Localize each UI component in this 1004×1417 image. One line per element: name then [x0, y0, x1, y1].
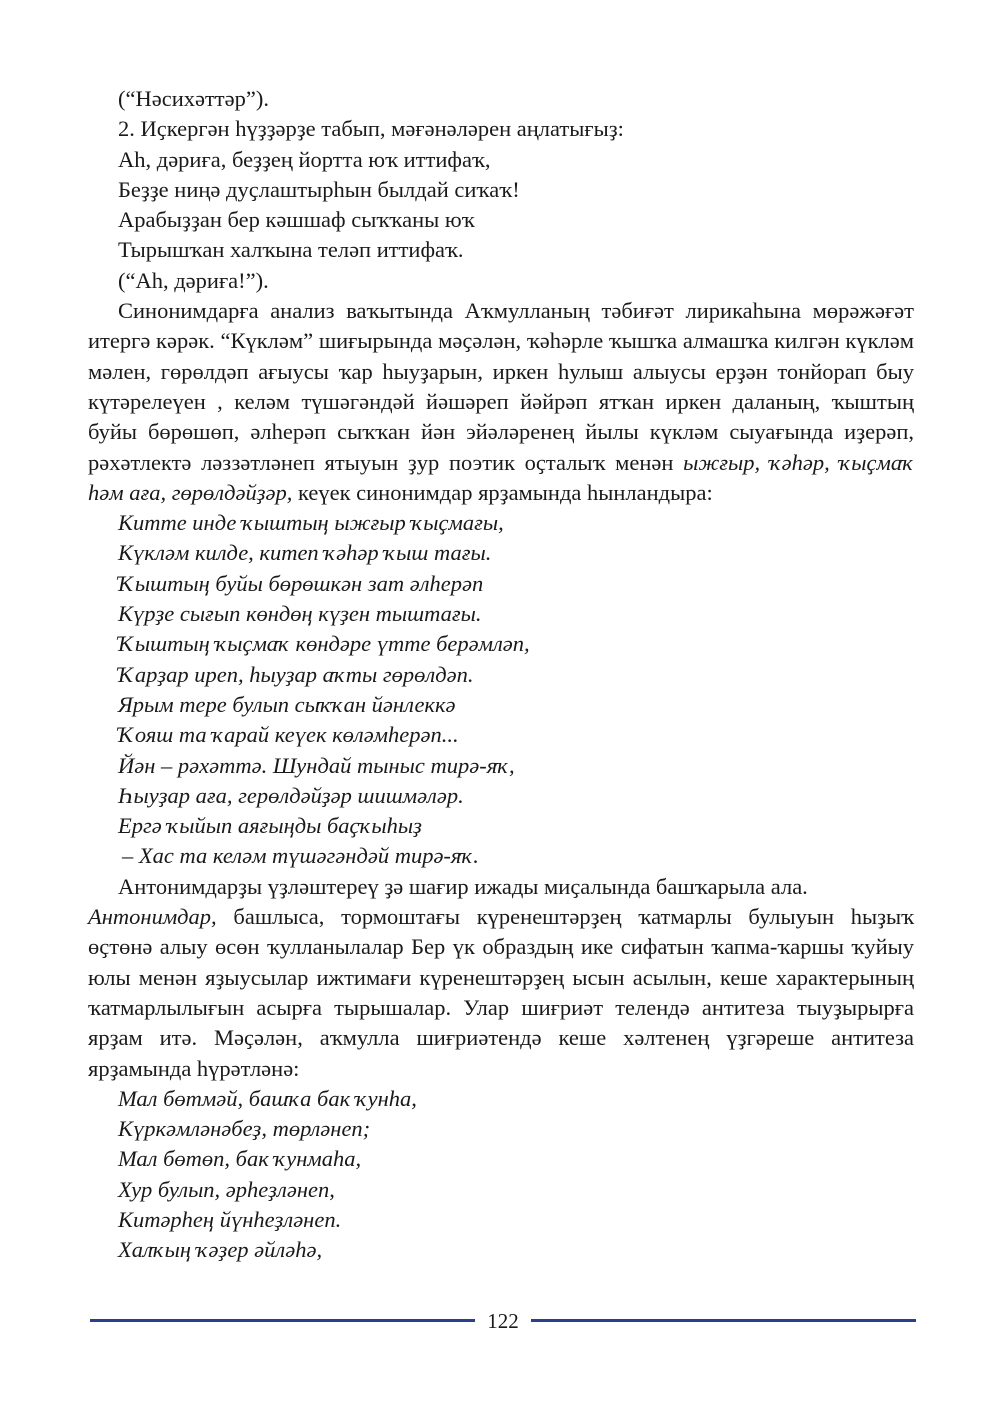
text-line: Аһ, дәриға, беҙҙең йортта юҡ иттифаҡ, [118, 146, 491, 172]
verse-line: Күркәмләнәбеҙ, төрләнеп; [118, 1116, 371, 1142]
page-footer [90, 1306, 916, 1336]
text-line: Арабыҙҙан бер кәшшаф сыҡҡаны юҡ [118, 207, 475, 233]
text-line: (“Аһ, дәриға!”). [118, 267, 269, 293]
verse-line: Күкләм килде, китеп ҡәһәр ҡыш тағы. [118, 540, 492, 566]
paragraph-synonyms [88, 296, 914, 508]
verse-line: Мал бөтөп, бак ҡунмаһа, [118, 1146, 362, 1172]
verse-line: Халҡың ҡәҙер әйләһә, [118, 1237, 323, 1263]
verse-line: Ҡояш та ҡарай кеүек көләмһерәп... [118, 722, 459, 748]
verse-line: Ҡыштың буйы бөрөшкән зат әлһерәп [118, 570, 484, 596]
verse-line: Ҡарҙар иреп, һыуҙар аҡты гөрөлдәп. [118, 661, 474, 687]
paragraph-text: кеүек синонимдар ярҙамында һынландыра: [292, 479, 713, 505]
text-line: Беҙҙе ниңә дуҫлаштырһын былдай сиҡаҡ! [118, 176, 520, 202]
verse-line: Ярым тере булып сыҡҡан йәнлеккә [118, 691, 456, 717]
paragraph-italic-term: Антонимдар, [88, 904, 217, 930]
verse-line: – Хас та келәм түшәгәндәй тирә-яҡ. [122, 843, 479, 869]
text-line: (“Нәсихәттәр”). [118, 86, 269, 111]
footer-rule-right [531, 1319, 916, 1322]
verse-line: Китте инде ҡыштың ыжғыр ҡыҫмағы, [118, 510, 504, 536]
verse-line: Хур булып, әрһеҙләнеп, [118, 1176, 335, 1202]
page-number: 122 [487, 1309, 519, 1333]
paragraph-antonyms [88, 872, 914, 1084]
paragraph-italic-terms: ыжғыр, ҡәһәр, ҡыҫмаҡ һәм аға, гөрөлдәйҙәр, [88, 449, 914, 505]
verse-line: Мал бөтмәй, башҡа бак ҡунһа, [118, 1085, 417, 1111]
verse-line: Ҡыштың ҡыҫмаҡ көндәре үтте берәмләп, [118, 631, 530, 657]
paragraph-text: башлыса, тормоштағы күренештәрҙең ҡатмарлы булыуын һыҙыҡ өҫтөнә алыу өсөн ҡулланылалар Бер үк образдың ике сифатын ҡапма-ҡаршы ҡуйыу юлы менән яҙыусылар ижтимағи күренештәрҙең ысын асылын, кеше характерының ҡатмарлылығын асырға тырышалар. Улар шиғриәт телендә антитеза тыуҙырырға ярҙам итә. Мәҫәлән, аҡмулла шиғриәтендә кеше хәлтенең үҙгәреше антитеза ярҙамында һүрәтләнә: [88, 904, 914, 1081]
verse-line: Китәрһең йүнһеҙләнеп. [118, 1206, 342, 1232]
paragraph-text: Антонимдарҙы үҙләштереү ҙә шағир ижады миҫалында башҡарыла ала. [118, 873, 808, 899]
verse-line: Йән – рәхәттә. Шундай тыныс тирә-яҡ, [118, 752, 515, 778]
verse-line: Күрҙе сығып көндөң күҙен тыштағы. [118, 601, 482, 627]
page-body [88, 84, 914, 1266]
verse-line: Һыуҙар аға, герөлдәйҙәр шишмәләр. [118, 782, 464, 808]
text-line: Тырышҡан халҡына теләп иттифаҡ. [118, 237, 464, 263]
paragraph-text: Синонимдарға анализ ваҡытында Аҡмулланың тәбиғәт лирикаһына мөрәжәғәт итергә кәрәк. “Күкләм” шиғырында мәҫәлән, ҡәһәрле ҡышҡа алмашҡа килгән күкләм мәлен, гөрөлдәп ағыусы ҡар һыуҙарын, иркен һулыш алыусы ерҙән тонйорап быу күтәрелеүен , келәм түшәгәндәй йәшәреп йәйрәп ятҡан иркен даланың, ҡыштың буйы бөрөшөп, әлһерәп сыҡҡан йән эйәләренең йылы күкләм сыуағында иҙерәп, рәхәтлектә ләззәтләнеп ятыуын ҙур поэтик оҫталыҡ менән [88, 298, 914, 475]
text-line: 2. Иҫкергән һүҙҙәрҙе табып, мәғәнәләрен аңлатығыҙ: [118, 116, 624, 142]
verse-line: Ергә ҡыйып аяғыңды баҫҡыһыҙ [118, 813, 422, 839]
footer-rule-left [90, 1319, 475, 1322]
